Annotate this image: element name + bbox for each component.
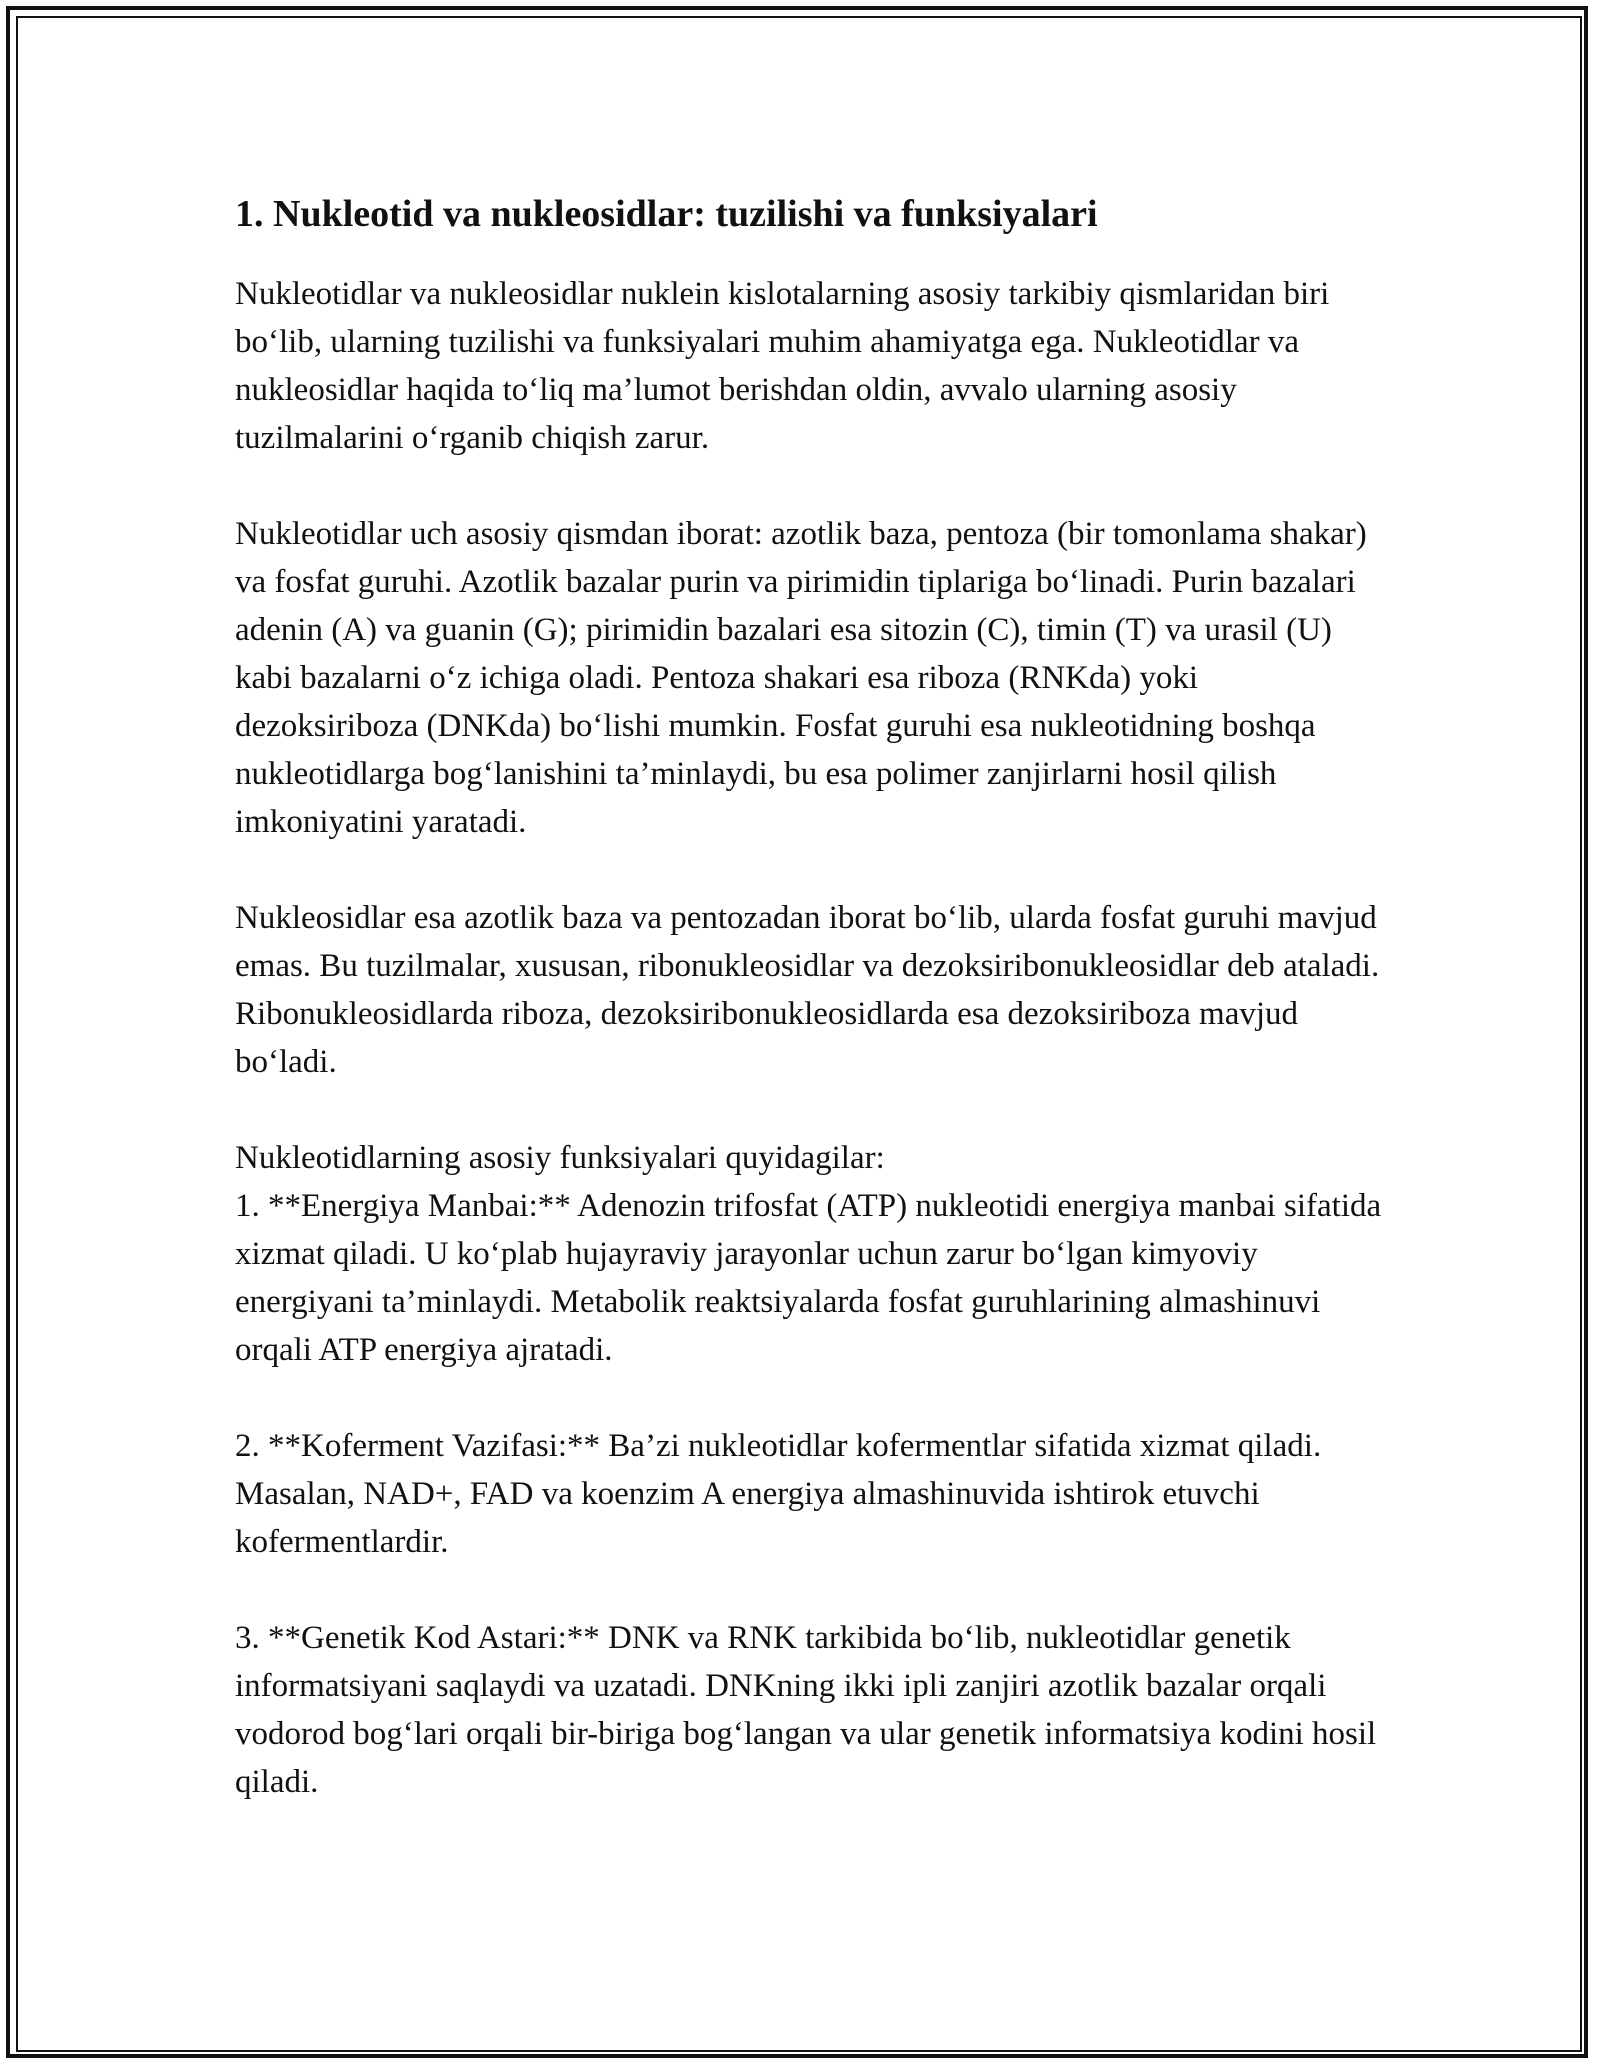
document-title: 1. Nukleotid va nukleosidlar: tuzilishi va funksiyalari: [235, 193, 1098, 235]
paragraph-intro: Nukleotidlar va nukleosidlar nuklein kislotalarning asosiy tarkibiy qismlaridan biri bo‘lib, ularning tuzilishi va funksiyalari muhim ahamiyatga ega. Nukleotidlar va nukleosidlar haqida to‘liq ma’lumot berishdan oldin, avvalo ularning asosiy tuzilmalarini o‘rganib chiqish zarur.: [235, 276, 1330, 456]
paragraph-nucleotide-structure: Nukleotidlar uch asosiy qismdan iborat: azotlik baza, pentoza (bir tomonlama shakar) va fosfat guruhi. Azotlik bazalar purin va pirimidin tiplariga bo‘linadi. Purin bazalari adenin (A) va guanin (G); pirimidin bazalari esa sitozin (C), timin (T) va urasil (U) kabi bazalarni o‘z ichiga oladi. Pentoza shakari esa riboza (RNKda) yoki dezoksiriboza (DNKda) bo‘lishi mumkin. Fosfat guruhi esa nukleotidning boshqa nukleotidlarga bog‘lanishini ta’minlaydi, bu esa polimer zanjirlarni hosil qilish imkoniyatini yaratadi.: [235, 516, 1367, 840]
paragraph-function-coenzyme: 2. **Koferment Vazifasi:** Ba’zi nukleotidlar kofermentlar sifatida xizmat qiladi. Masalan, NAD+, FAD va koenzim A energiya almashinuvida ishtirok etuvchi kofermentlardir.: [235, 1428, 1322, 1560]
paragraph-function-energy: Nukleotidlarning asosiy funksiyalari quyidagilar: 1. **Energiya Manbai:** Adenozin trifosfat (ATP) nukleotidi energiya manbai sifatida xizmat qiladi. U ko‘plab hujayraviy jarayonlar uchun zarur bo‘lgan kimyoviy energiyani ta’minlaydi. Metabolik reaktsiyalarda fosfat guruhlarining almashinuvi orqali ATP energiya ajratadi.: [235, 1140, 1382, 1368]
paragraph-function-genetic: 3. **Genetik Kod Astari:** DNK va RNK tarkibida bo‘lib, nukleotidlar genetik informatsiyani saqlaydi va uzatadi. DNKning ikki ipli zanjiri azotlik bazalar orqali vodorod bog‘lari orqali bir-biriga bog‘langan va ular genetik informatsiya kodini hosil qiladi.: [235, 1620, 1377, 1800]
paragraph-nucleoside-structure: Nukleosidlar esa azotlik baza va pentozadan iborat bo‘lib, ularda fosfat guruhi mavjud emas. Bu tuzilmalar, xususan, ribonukleosidlar va dezoksiribonukleosidlar deb ataladi. Ribonukleosidlarda riboza, dezoksiribonukleosidlarda esa dezoksiriboza mavjud bo‘ladi.: [235, 900, 1380, 1080]
document-body: [235, 186, 1385, 1854]
